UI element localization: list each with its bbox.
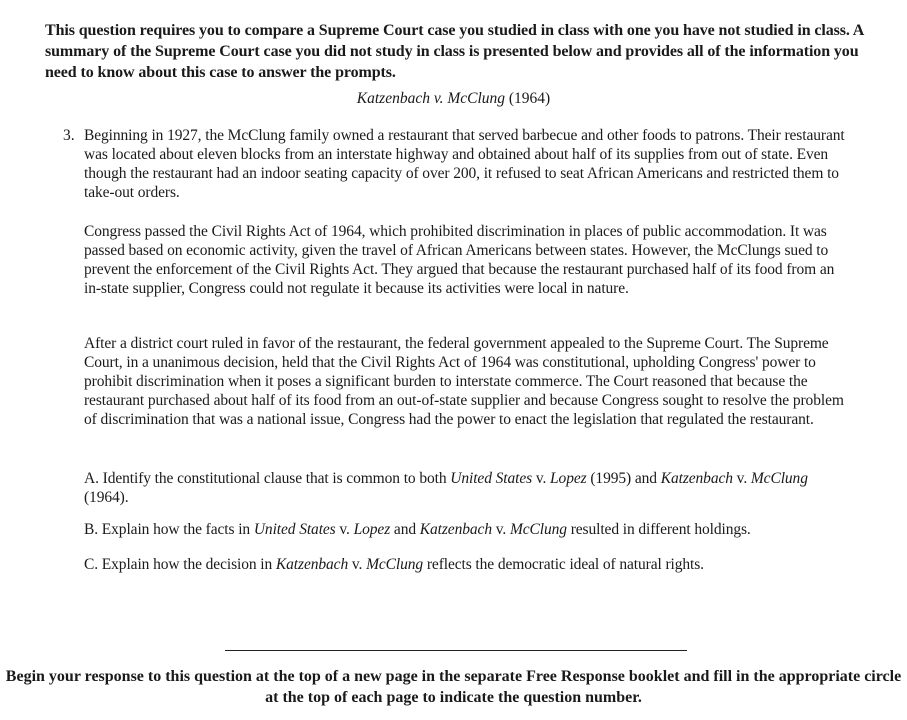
prompt-a (84, 469, 854, 507)
prompt-a-case2-party: McClung (750, 470, 808, 487)
prompt-a-case2-name: Katzenbach (660, 470, 733, 487)
prompt-a-lead: A. Identify the constitutional clause that is common to both (84, 470, 451, 487)
prompt-c-case-name: Katzenbach (275, 556, 349, 573)
intro-instructions: This question requires you to compare a Supreme Court case you studied in class with one you have not studied in class. A summary of the Supreme Court case you did not study in class is presented below and provides all of the information you need to know about this case to answer the prompts. (45, 22, 864, 81)
case-title (0, 89, 907, 109)
prompt-c-case-party: McClung (366, 556, 424, 573)
prompt-b-mid: and (390, 521, 420, 538)
prompt-c-tail: reflects the democratic ideal of natural rights. (423, 556, 704, 573)
facts-paragraph-1: Beginning in 1927, the McClung family owned a restaurant that served barbecue and other foods to patrons. Their restaurant was located about eleven blocks from an interstate highway and obtained about half of its supplies from out of state. Even though the restaurant had an indoor seating capacity of over 200, it refused to seat African Americans and restricted them to take-out orders. (84, 127, 845, 201)
prompt-a-case1-party: Lopez (550, 470, 587, 487)
prompt-a-case2-v: v. (732, 470, 751, 487)
prompt-b-case1-party: Lopez (353, 521, 391, 538)
prompt-c-case-v: v. (348, 556, 367, 573)
prompt-b-lead: B. Explain how the facts in (84, 521, 254, 538)
prompt-b (84, 520, 854, 539)
case-year: (1964) (508, 90, 551, 107)
response-instructions: Begin your response to this question at the top of a new page in the separate Free Response booklet and fill in the appropriate circle at the top of each page to indicate the question number. (5, 668, 902, 706)
question-number: 3. (63, 127, 75, 144)
prompt-a-tail: (1964). (84, 489, 129, 506)
prompt-a-case1-name: United States (450, 470, 533, 487)
prompt-b-case2-name: Katzenbach (419, 521, 492, 538)
prompt-a-case1-year: (1995) and (586, 470, 661, 487)
prompt-b-case2-party: McClung (509, 521, 567, 538)
facts-paragraph-2: Congress passed the Civil Rights Act of 1964, which prohibited discrimination in places of public accommodation. It was passed based on economic activity, given the travel of African Americans between states. However, the McClungs sued to prevent the enforcement of the Civil Rights Act. They argued that because the restaurant purchased half of its food from an in-state supplier, Congress could not regulate it because its activities were local in nature. (84, 223, 835, 297)
facts-paragraph-3: After a district court ruled in favor of the restaurant, the federal government appealed to the Supreme Court. The Supreme Court, in a unanimous decision, held that the Civil Rights Act of 1964 was constitutional, upholding Congress' power to prohibit discrimination when it poses a significant burden to interstate commerce. The Court reasoned that because the restaurant purchased about half of its food from an out-of-state supplier and because Congress sought to resolve the problem of discrimination that was a national issue, Congress had the power to enact the legislation that regulated the restaurant. (84, 335, 844, 428)
section-divider (225, 650, 687, 651)
prompt-b-tail: resulted in different holdings. (566, 521, 751, 538)
prompt-a-case1-v: v. (532, 470, 551, 487)
prompt-c-lead: C. Explain how the decision in (84, 556, 276, 573)
prompt-b-case1-name: United States (253, 521, 336, 538)
prompt-c (84, 555, 854, 574)
prompt-b-case2-v: v. (491, 521, 510, 538)
prompt-b-case1-v: v. (335, 521, 354, 538)
case-name: Katzenbach v. McClung (356, 90, 506, 107)
